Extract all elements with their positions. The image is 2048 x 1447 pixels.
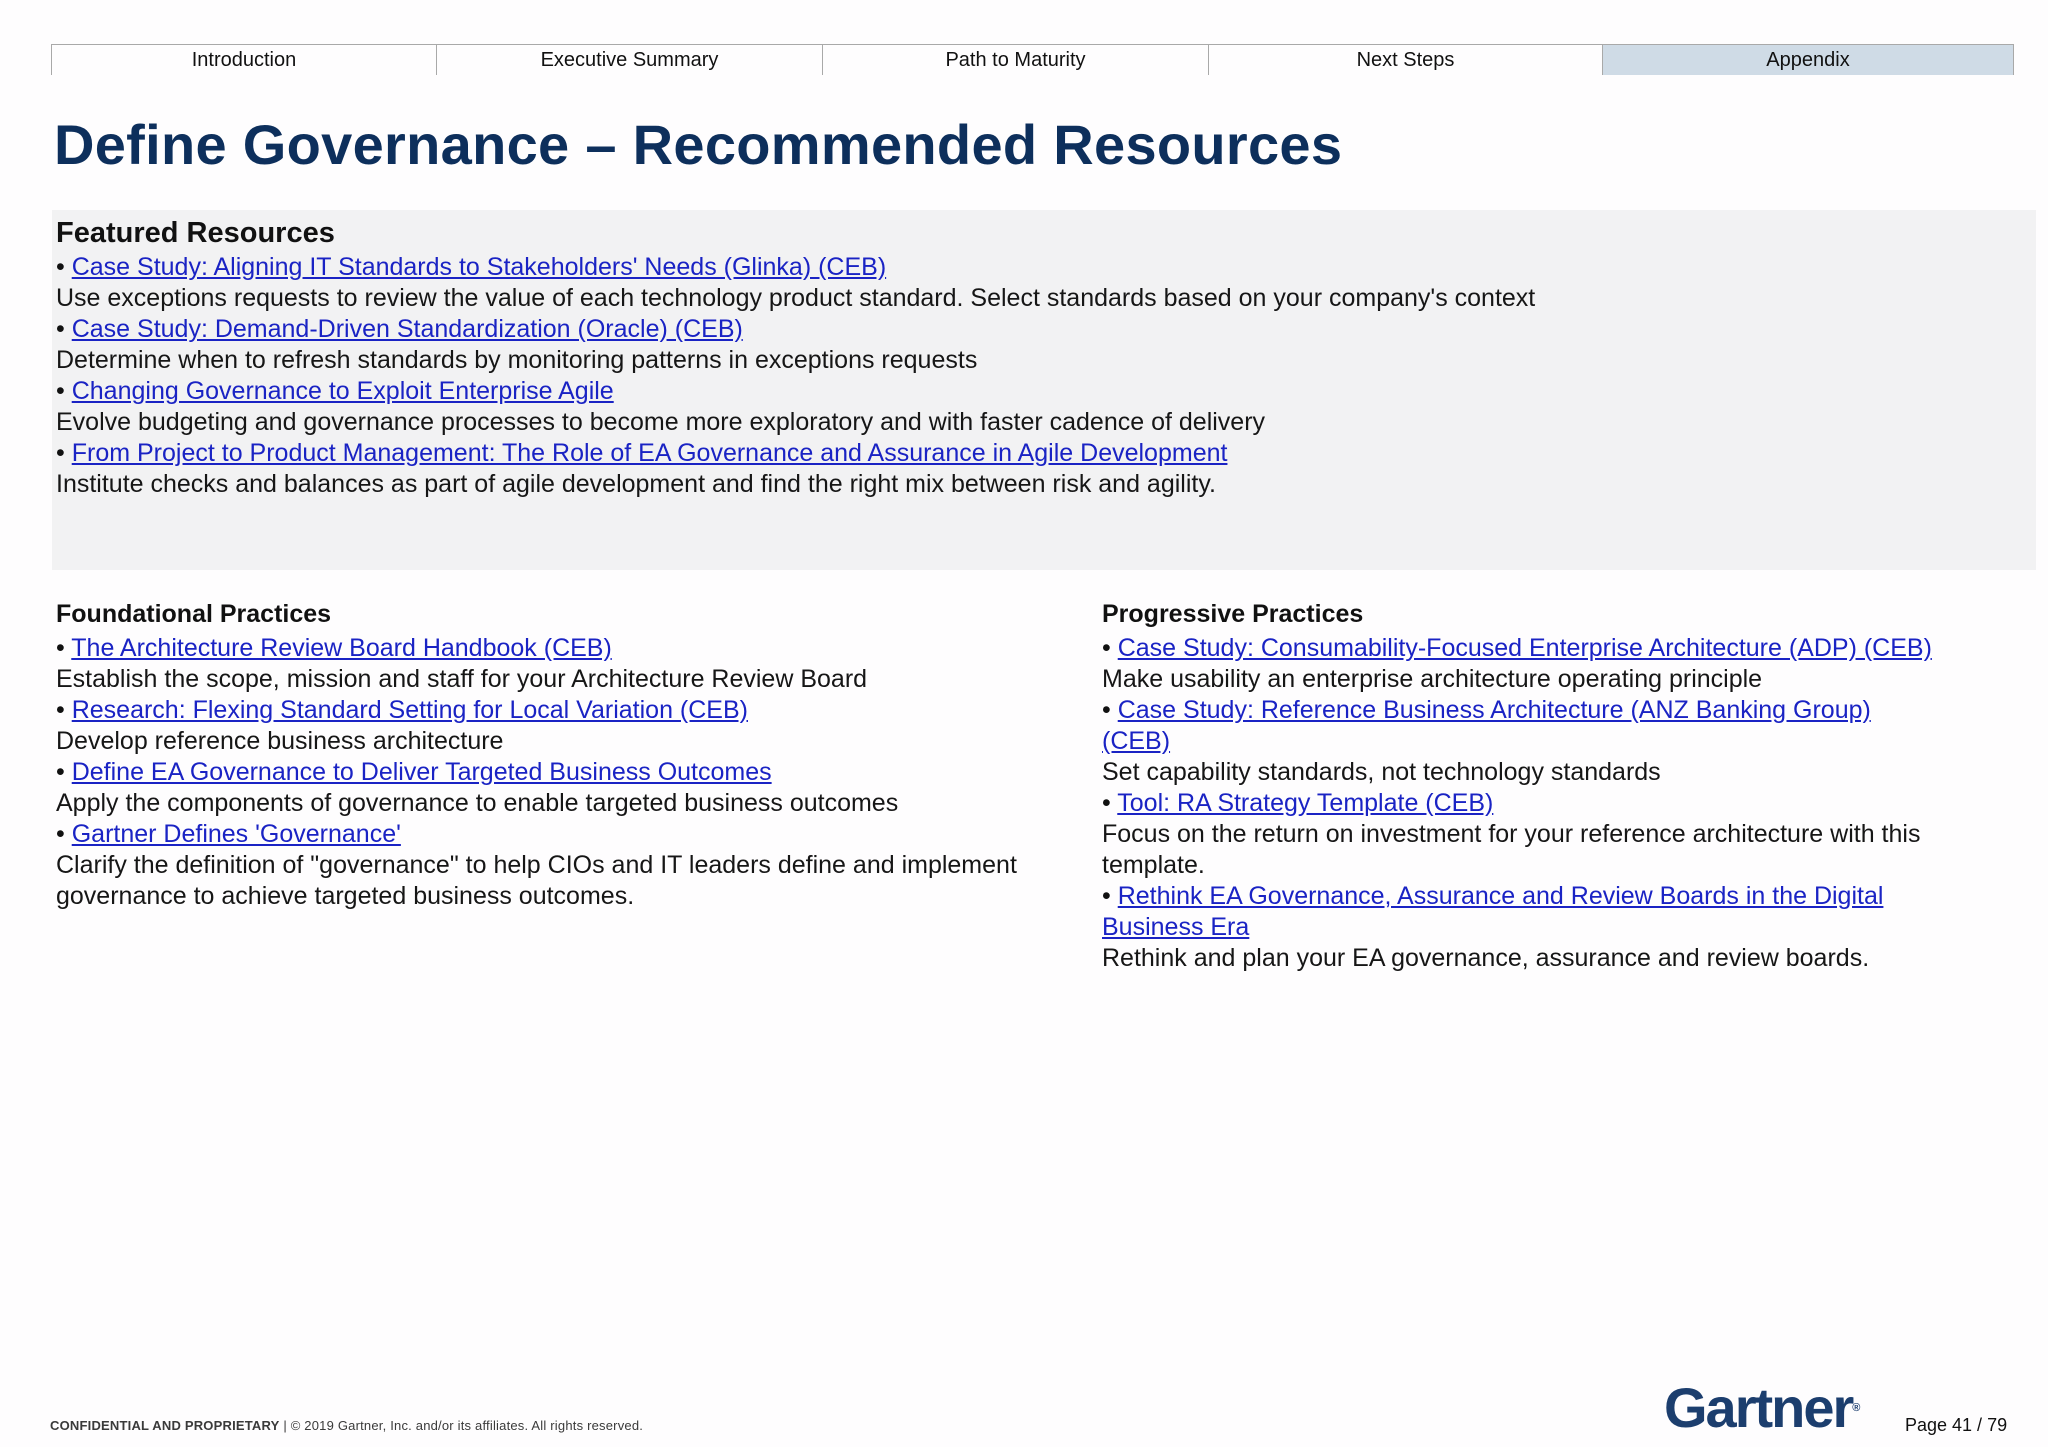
tab-appendix[interactable]: Appendix — [1602, 45, 2014, 75]
resource-link[interactable]: Case Study: Demand-Driven Standardization (Oracle) (CEB) — [71, 315, 743, 343]
list-item — [56, 252, 2032, 283]
resource-description: Develop reference business architecture — [56, 727, 504, 755]
tab-introduction[interactable]: Introduction — [51, 45, 436, 75]
resource-link[interactable]: Rethink EA Governance, Assurance and Review Boards in the Digital Business Era — [1102, 882, 1884, 941]
resource-description: Rethink and plan your EA governance, assurance and review boards. — [1102, 944, 1870, 972]
bullet: • — [1102, 634, 1111, 662]
resource-description: Clarify the definition of "governance" to help CIOs and IT leaders define and implement governance to achieve targeted business outcomes. — [56, 851, 1017, 910]
list-item — [56, 438, 2032, 469]
foundational-practices-column — [56, 595, 1086, 912]
resource-description: Use exceptions requests to review the value of each technology product standard. Select standards based on your company's context — [56, 284, 1536, 312]
resource-description: Set capability standards, not technology standards — [1102, 758, 1661, 786]
resource-description: Make usability an enterprise architecture operating principle — [1102, 665, 1763, 693]
resource-description: Evolve budgeting and governance processes to become more exploratory and with faster cadence of delivery — [56, 408, 1266, 436]
resource-link[interactable]: The Architecture Review Board Handbook (CEB) — [71, 634, 612, 662]
list-item — [56, 376, 2032, 407]
footer-separator: | — [283, 1418, 287, 1433]
resource-link[interactable]: Case Study: Aligning IT Standards to Stakeholders' Needs (Glinka) (CEB) — [71, 253, 887, 281]
bullet: • — [56, 439, 65, 467]
list-item — [1102, 881, 1942, 943]
bullet: • — [56, 758, 65, 786]
bullet: • — [1102, 882, 1111, 910]
resource-link[interactable]: Tool: RA Strategy Template (CEB) — [1117, 789, 1494, 817]
resource-link[interactable]: Case Study: Reference Business Architecture (ANZ Banking Group) (CEB) — [1102, 696, 1871, 755]
foundational-heading: Foundational Practices — [56, 600, 332, 628]
confidential-label: CONFIDENTIAL AND PROPRIETARY — [50, 1418, 280, 1433]
list-item — [1102, 633, 1942, 664]
list-item — [56, 695, 1086, 726]
list-item — [56, 633, 1086, 664]
page-title: Define Governance – Recommended Resources — [54, 113, 1343, 176]
progressive-practices-column — [1102, 595, 1942, 974]
resource-description: Institute checks and balances as part of agile development and find the right mix between risk and agility. — [56, 470, 1216, 498]
featured-resources-panel — [52, 210, 2036, 570]
tab-path-to-maturity[interactable]: Path to Maturity — [822, 45, 1208, 75]
copyright-text: © 2019 Gartner, Inc. and/or its affiliates. All rights reserved. — [290, 1418, 644, 1433]
list-item — [56, 819, 1086, 850]
bullet: • — [56, 634, 65, 662]
bullet: • — [1102, 789, 1111, 817]
tab-next-steps[interactable]: Next Steps — [1208, 45, 1602, 75]
resource-description: Focus on the return on investment for your reference architecture with this template. — [1102, 820, 1921, 879]
resource-description: Establish the scope, mission and staff for your Architecture Review Board — [56, 665, 868, 693]
bullet: • — [56, 820, 65, 848]
resource-link[interactable]: Define EA Governance to Deliver Targeted Business Outcomes — [71, 758, 772, 786]
list-item — [1102, 788, 1942, 819]
resource-link[interactable]: Changing Governance to Exploit Enterprise Agile — [71, 377, 614, 405]
resource-link[interactable]: Case Study: Consumability-Focused Enterprise Architecture (ADP) (CEB) — [1117, 634, 1932, 662]
resource-link[interactable]: Gartner Defines 'Governance' — [71, 820, 401, 848]
list-item — [1102, 695, 1942, 757]
featured-heading: Featured Resources — [56, 217, 335, 249]
logo-text: Gartner — [1664, 1376, 1853, 1439]
list-item — [56, 757, 1086, 788]
bullet: • — [56, 253, 65, 281]
resource-link[interactable]: From Project to Product Management: The Role of EA Governance and Assurance in Agile Development — [71, 439, 1228, 467]
gartner-logo — [1664, 1378, 1860, 1438]
bullet: • — [56, 315, 65, 343]
bullet: • — [1102, 696, 1111, 724]
bullet: • — [56, 696, 65, 724]
bullet: • — [56, 377, 65, 405]
page-number: Page 41 / 79 — [1905, 1415, 2008, 1435]
tab-executive-summary[interactable]: Executive Summary — [436, 45, 822, 75]
resource-link[interactable]: Research: Flexing Standard Setting for Local Variation (CEB) — [71, 696, 748, 724]
top-navigation — [51, 44, 2014, 75]
registered-mark: ® — [1852, 1402, 1861, 1414]
progressive-heading: Progressive Practices — [1102, 600, 1364, 628]
footer-copyright — [50, 1418, 643, 1433]
resource-description: Apply the components of governance to enable targeted business outcomes — [56, 789, 899, 817]
resource-description: Determine when to refresh standards by monitoring patterns in exceptions requests — [56, 346, 978, 374]
list-item — [56, 314, 2032, 345]
